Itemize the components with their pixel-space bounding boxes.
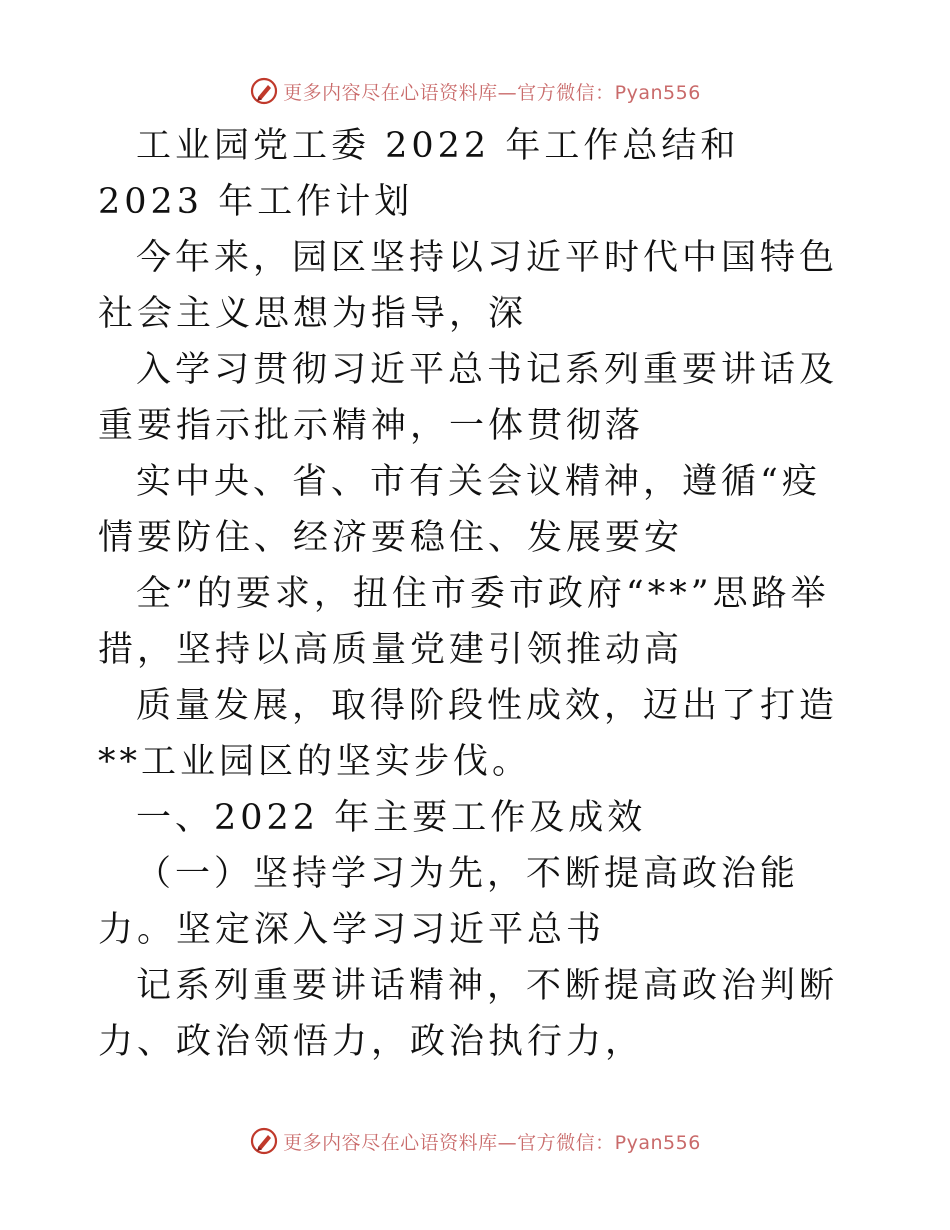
document-title: 工业园党工委 2022 年工作总结和 2023 年工作计划 (98, 126, 740, 222)
footer-watermark (0, 1124, 950, 1158)
watermark-text: 更多内容尽在心语资料库—官方微信：Pyan556 (283, 81, 701, 104)
watermark-text: 更多内容尽在心语资料库—官方微信：Pyan556 (283, 1131, 701, 1154)
pen-logo-icon (249, 1126, 279, 1156)
subsection-heading: （一）坚持学习为先，不断提高政治能力。坚定深入学习习近平总书 (98, 854, 800, 950)
paragraph: 入学习贯彻习近平总书记系列重要讲话及重要指示批示精神，一体贯彻落 (98, 350, 839, 446)
paragraph: 实中央、省、市有关会议精神，遵循“疫情要防住、经济要稳住、发展要安 (98, 462, 821, 558)
section-heading: 一、2022 年主要工作及成效 (136, 798, 647, 838)
paragraph: 全”的要求，扭住市委市政府“**”思路举措，坚持以高质量党建引领推动高 (98, 574, 830, 670)
document-body (98, 118, 858, 1070)
paragraph: 今年来，园区坚持以习近平时代中国特色社会主义思想为指导，深 (98, 238, 839, 334)
pen-logo-icon (249, 76, 279, 106)
paragraph: 质量发展，取得阶段性成效，迈出了打造**工业园区的坚实步伐。 (98, 686, 839, 782)
paragraph: 记系列重要讲话精神，不断提高政治判断力、政治领悟力，政治执行力， (98, 966, 839, 1062)
header-watermark (0, 74, 950, 108)
